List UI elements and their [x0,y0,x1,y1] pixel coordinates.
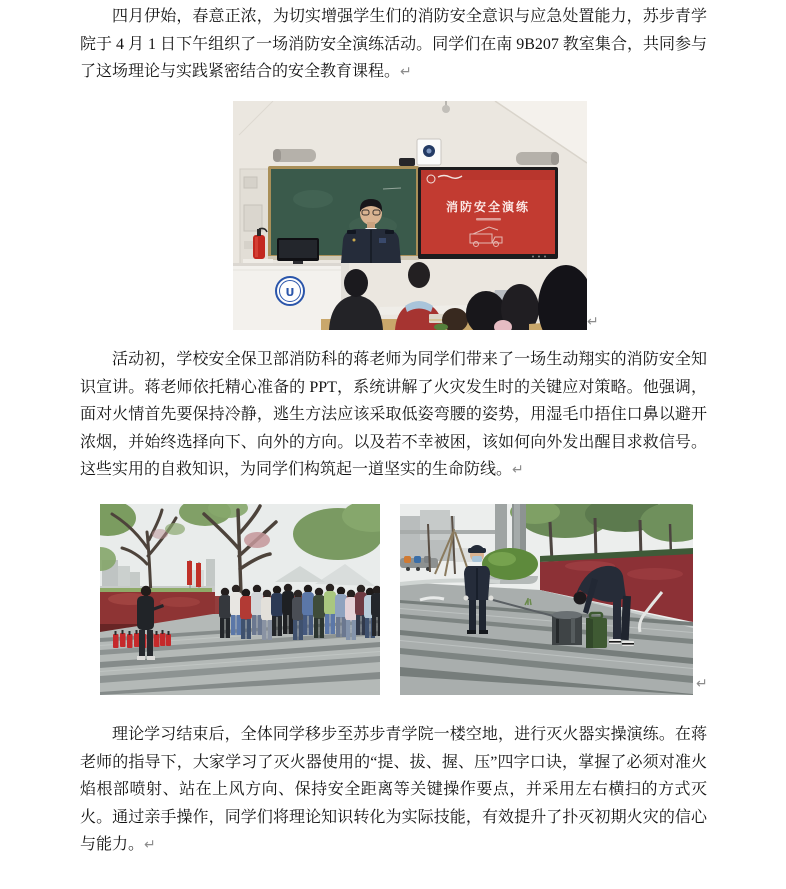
round-bush [482,548,538,584]
paragraph-mark-icon: ↵ [400,64,412,80]
paragraph-mark-icon: ↵ [587,314,599,330]
practice-scene [400,504,693,695]
paragraph-3 [80,721,707,860]
podium-monitor [277,238,319,264]
paragraph-mark-icon: ↵ [696,676,708,692]
burn-barrel [552,611,582,645]
photo-outdoor-assembly[interactable] [100,504,380,695]
board-camera [399,158,415,166]
smart-screen [418,167,558,259]
podium-logo-icon [276,277,304,305]
assembly-scene [100,504,380,695]
classroom-scene [233,101,587,330]
screen-title: 消防安全演练 [445,200,531,214]
paragraph-mark-icon: ↵ [144,837,156,853]
photo-extinguisher-practice[interactable] [400,504,693,695]
paragraph-1-text: 四月伊始，春意正浓，为切实增强学生们的消防安全意识与应急处置能力，苏步青学院于 4 月 1 日下午组织了一场消防安全演练活动。同学们在南 9B207 教室集合，共同参与了这场理论与实践紧密结合的安全教育课程。 [80,8,707,80]
svg-text:U: U [285,286,295,299]
wall-speaker-left-icon [273,149,316,162]
paragraph-2-text: 活动初，学校安全保卫部消防科的蒋老师为同学们带来了一场生动翔实的消防安全知识宣讲。蒋老师依托精心准备的 PPT，系统讲解了火灾发生时的关键应对策略。他强调，面对火情首先要保持冷静，逃生方法应该采取低姿弯腰的姿势，用湿毛巾捂住口鼻以避开浓烟，并始终选择向下、向外的方向。以及若不幸被困，该如何向外发出醒目求救信号。这些实用的自救知识，为同学们构筑起一道坚实的生命防线。 [80,351,707,478]
screen-subtitle-line [476,218,501,221]
paragraph-3-text: 理论学习结束后，全体同学移步至苏步青学院一楼空地，进行灭火器实操演练。在蒋老师的指导下，大家学习了灭火器使用的“提、拔、握、压”四字口诀，掌握了必须对准火焰根部喷射、站在上风方向、保持安全距离等关键操作要点，并采用左右横扫的方式灭火。通过亲手操作，同学们将理论知识转化为实际技能，有效提升了扑灭初期火灾的信心与能力。 [80,726,707,853]
paragraph-2 [80,346,707,485]
wall-control-box [417,139,441,165]
photo-classroom-lecture[interactable] [233,101,587,330]
wall-speaker-right-icon [516,152,559,165]
fuel-can [586,613,607,648]
paragraph-mark-icon: ↵ [512,462,524,478]
paragraph-1 [80,3,707,87]
